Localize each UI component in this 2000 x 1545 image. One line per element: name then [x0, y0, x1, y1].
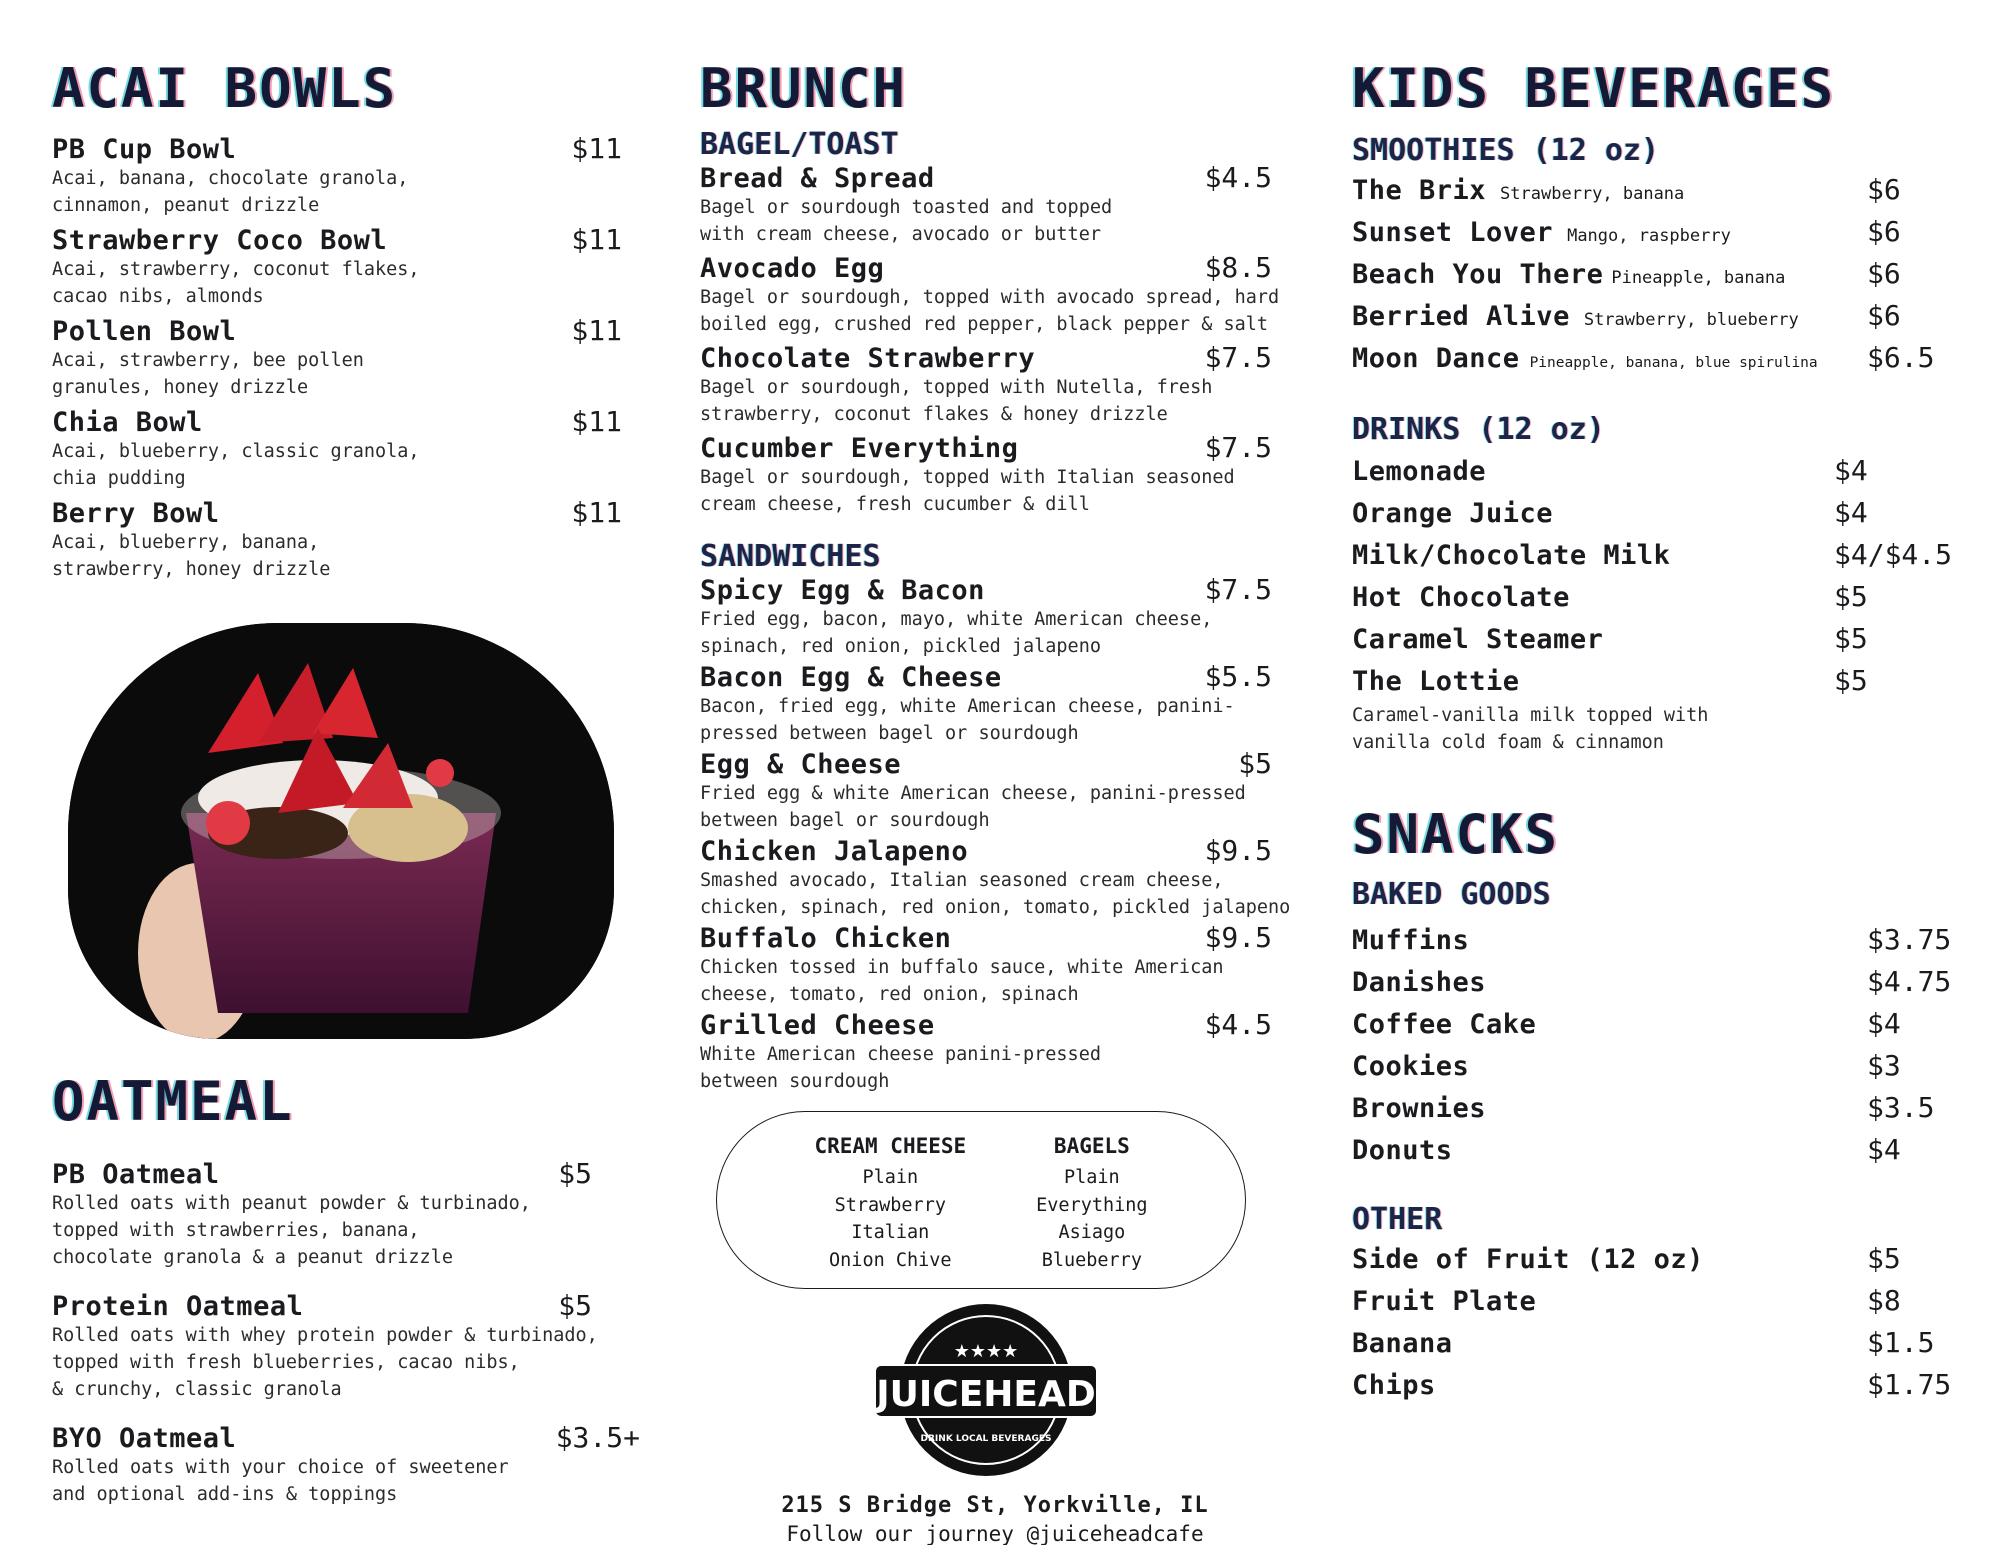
item-price: $4: [1834, 454, 1868, 487]
menu-item: [1352, 299, 1952, 341]
item-price: $3.5+: [555, 1421, 640, 1454]
menu-item: [1352, 580, 1952, 622]
item-name: Muffins: [1352, 925, 1470, 956]
bagel-option: Blueberry: [1041, 1249, 1142, 1271]
menu-item: [52, 1421, 640, 1508]
menu-item: [52, 132, 622, 219]
baked-goods-list: [1352, 923, 1952, 1175]
item-description: cheese, tomato, red onion, spinach: [700, 984, 1079, 1005]
menu-item: [700, 1008, 1292, 1095]
menu-item: [1352, 622, 1952, 664]
item-description: cacao nibs, almonds: [52, 286, 264, 307]
menu-item: [1352, 1133, 1952, 1175]
item-name: Milk/Chocolate Milk: [1352, 540, 1671, 571]
menu-item: [52, 1157, 637, 1271]
item-name: Donuts: [1352, 1135, 1453, 1166]
cream-cheese-option: Strawberry: [834, 1194, 946, 1216]
item-price: $6: [1867, 173, 1901, 206]
bagel-option: Everything: [1036, 1194, 1148, 1216]
menu-item: [1352, 1007, 1952, 1049]
item-price: $5: [1834, 580, 1868, 613]
item-note: Pineapple, banana, blue spirulina: [1529, 355, 1818, 371]
other-snacks-list: [1352, 1242, 1952, 1410]
menu-item: [1352, 1091, 1952, 1133]
item-description: boiled egg, crushed red pepper, black pepper & salt: [700, 314, 1269, 335]
item-description: granules, honey drizzle: [52, 377, 309, 398]
bagels-heading: BAGELS: [1053, 1134, 1130, 1158]
item-description: spinach, red onion, pickled jalapeno: [700, 636, 1101, 657]
item-description: Rolled oats with whey protein powder & turbinado,: [52, 1325, 598, 1346]
item-price: $5: [1834, 664, 1868, 697]
item-name: Berried Alive: [1352, 301, 1570, 332]
bagels-list: [1036, 1134, 1147, 1288]
cream-cheese-option: Onion Chive: [829, 1249, 952, 1271]
item-name: Protein Oatmeal: [52, 1291, 304, 1322]
menu-item: [1352, 496, 1952, 538]
item-name: Bacon Egg & Cheese: [700, 662, 1002, 693]
column-acai-oatmeal: [52, 57, 642, 1526]
item-description: chocolate granola & a peanut drizzle: [52, 1247, 453, 1268]
item-description: cream cheese, fresh cucumber & dill: [700, 494, 1090, 515]
item-name: The Lottie: [1352, 666, 1520, 697]
menu-item: [1352, 257, 1952, 299]
item-description: Acai, strawberry, coconut flakes,: [52, 259, 420, 280]
bagel-toast-list: [700, 161, 1292, 518]
item-price: $9.5: [1204, 921, 1272, 954]
item-description: with cream cheese, avocado or butter: [700, 224, 1101, 245]
item-description: Bacon, fried egg, white American cheese, panini-: [700, 696, 1235, 717]
menu-item: [1352, 923, 1952, 965]
bagel-option: Plain: [1064, 1167, 1120, 1188]
item-name: Beach You There: [1352, 259, 1604, 290]
item-description: White American cheese panini-pressed: [700, 1044, 1101, 1065]
item-description: Bagel or sourdough, topped with Italian seasoned: [700, 467, 1235, 488]
item-description: strawberry, coconut flakes & honey drizzle: [700, 404, 1168, 425]
item-name: Coffee Cake: [1352, 1009, 1537, 1040]
bagel-toast-subtitle: BAGEL/TOAST: [700, 127, 899, 162]
menu-item: [1352, 1368, 1952, 1410]
item-description: Chicken tossed in buffalo sauce, white American: [700, 957, 1224, 978]
cream-cheese-heading: CREAM CHEESE: [814, 1134, 967, 1158]
sandwiches-subtitle: SANDWICHES: [700, 539, 881, 574]
item-description: between bagel or sourdough: [700, 810, 990, 831]
item-description: & crunchy, classic granola: [52, 1379, 342, 1400]
item-price: $4: [1834, 496, 1868, 529]
item-price: $7.5: [1204, 573, 1272, 606]
menu-item: [1352, 1049, 1952, 1091]
item-price: $5.5: [1204, 660, 1272, 693]
item-price: $5: [558, 1289, 592, 1322]
item-name: Orange Juice: [1352, 498, 1554, 529]
item-description: chia pudding: [52, 468, 186, 489]
acai-bowls-title: ACAI BOWLS: [52, 57, 398, 120]
item-name: Banana: [1352, 1328, 1453, 1359]
menu-item: [52, 405, 622, 492]
item-description: Fried egg, bacon, mayo, white American cheese,: [700, 609, 1213, 630]
item-description: Smashed avocado, Italian seasoned cream cheese,: [700, 870, 1224, 891]
item-price: $5: [1834, 622, 1868, 655]
brunch-title: BRUNCH: [700, 57, 908, 120]
kids-beverages-title: KIDS BEVERAGES: [1352, 57, 1836, 120]
item-price: $3.75: [1867, 923, 1952, 956]
item-name: Danishes: [1352, 967, 1487, 998]
menu-item: [700, 573, 1292, 660]
item-description: Caramel-vanilla milk topped with: [1352, 705, 1709, 726]
menu-item: [700, 660, 1292, 747]
item-name: Sunset Lover: [1352, 217, 1554, 248]
column-brunch: [700, 57, 1300, 1545]
item-description: Acai, banana, chocolate granola,: [52, 168, 409, 189]
item-price: $11: [571, 314, 622, 347]
item-name: Cookies: [1352, 1051, 1470, 1082]
item-description: between sourdough: [700, 1071, 890, 1092]
drinks-subtitle: DRINKS (12 oz): [1352, 412, 1605, 447]
menu-item: [1352, 173, 1952, 215]
item-description: pressed between bagel or sourdough: [700, 723, 1079, 744]
item-price: $6: [1867, 215, 1901, 248]
drinks-list: [1352, 454, 1952, 756]
item-name: BYO Oatmeal: [52, 1423, 237, 1454]
juicehead-logo: [873, 1301, 1099, 1479]
item-name: Moon Dance: [1352, 343, 1520, 374]
spreads-bagels-box: [716, 1111, 1246, 1289]
menu-item: [700, 251, 1292, 338]
item-description: Acai, blueberry, classic granola,: [52, 441, 420, 462]
column-kids-snacks: [1352, 57, 1953, 1410]
item-description: topped with fresh blueberries, cacao nibs,: [52, 1352, 520, 1373]
snacks-title: SNACKS: [1352, 803, 1560, 866]
item-price: $3: [1867, 1049, 1901, 1082]
item-price: $4.5: [1204, 1008, 1272, 1041]
item-price: $5: [558, 1157, 592, 1190]
item-price: $4: [1867, 1007, 1901, 1040]
menu-item: [52, 223, 622, 310]
menu-item: [1352, 664, 1952, 700]
item-price: $5: [1867, 1242, 1901, 1275]
acai-bowl-photo: [68, 623, 614, 1039]
menu-item: [52, 314, 622, 401]
acai-bowl-illustration: [68, 623, 614, 1039]
item-name: Chia Bowl: [52, 407, 203, 438]
menu-item: [700, 921, 1292, 1008]
item-name: Brownies: [1352, 1093, 1487, 1124]
item-name: PB Oatmeal: [52, 1159, 220, 1190]
item-name: Egg & Cheese: [700, 749, 902, 780]
sandwiches-list: [700, 573, 1292, 1095]
menu-item: [1352, 341, 1952, 383]
menu-item: [1352, 1326, 1952, 1368]
item-price: $11: [571, 496, 622, 529]
cream-cheese-option: Plain: [862, 1167, 919, 1188]
item-price: $11: [571, 132, 622, 165]
item-name: Bread & Spread: [700, 163, 935, 194]
menu-item: [52, 496, 622, 583]
cafe-address: 215 S Bridge St, Yorkville, IL: [781, 1493, 1209, 1518]
item-description: Bagel or sourdough, topped with Nutella, fresh: [700, 377, 1213, 398]
item-price: $4.75: [1867, 965, 1952, 998]
menu-item: [700, 341, 1292, 428]
item-name: Chicken Jalapeno: [700, 836, 969, 867]
item-description: vanilla cold foam & cinnamon: [1352, 732, 1664, 753]
item-description: Acai, strawberry, bee pollen: [52, 350, 364, 371]
smoothies-subtitle: SMOOTHIES (12 oz): [1352, 133, 1660, 168]
logo-stars: ★★★★: [953, 1341, 1019, 1362]
menu-item: [1352, 538, 1952, 580]
menu-item: [52, 1289, 637, 1403]
item-name: Grilled Cheese: [700, 1010, 935, 1041]
item-name: Lemonade: [1352, 456, 1487, 487]
item-name: Chocolate Strawberry: [700, 343, 1036, 374]
social-handle: Follow our journey @juiceheadcafe: [786, 1522, 1204, 1545]
item-price: $5: [1238, 747, 1272, 780]
menu-item: [700, 431, 1292, 518]
item-price: $4/$4.5: [1834, 538, 1953, 571]
item-name: PB Cup Bowl: [52, 134, 237, 165]
smoothies-list: [1352, 173, 1952, 383]
item-size: (12 oz): [1569, 1244, 1704, 1275]
item-description: topped with strawberries, banana,: [52, 1220, 420, 1241]
item-name: Caramel Steamer: [1352, 624, 1604, 655]
item-name: Spicy Egg & Bacon: [700, 575, 985, 606]
item-name: Hot Chocolate: [1352, 582, 1570, 613]
item-price: $11: [571, 405, 622, 438]
acai-bowls-list: [52, 132, 622, 583]
menu-item: [1352, 1284, 1952, 1326]
baked-goods-subtitle: BAKED GOODS: [1352, 877, 1551, 912]
item-description: Rolled oats with peanut powder & turbinado,: [52, 1193, 531, 1214]
item-description: Fried egg & white American cheese, panini-pressed: [700, 783, 1246, 804]
item-price: $4: [1867, 1133, 1901, 1166]
item-name: Pollen Bowl: [52, 316, 237, 347]
item-price: $11: [571, 223, 622, 256]
item-price: $6.5: [1867, 341, 1935, 374]
item-price: $6: [1867, 257, 1901, 290]
item-price: $1.5: [1867, 1326, 1935, 1359]
item-name: Buffalo Chicken: [700, 923, 952, 954]
cream-cheese-option: Italian: [851, 1222, 930, 1243]
item-name: Avocado Egg: [700, 253, 885, 284]
menu-item: [700, 834, 1292, 921]
logo-tagline: DRINK LOCAL BEVERAGES: [920, 1434, 1052, 1444]
menu-item: [1352, 215, 1952, 257]
menu-item: [1352, 965, 1952, 1007]
item-name: Side of Fruit: [1352, 1244, 1570, 1275]
item-description: cinnamon, peanut drizzle: [52, 195, 320, 216]
item-description: Rolled oats with your choice of sweetener: [52, 1457, 509, 1478]
item-price: $7.5: [1204, 431, 1272, 464]
item-name: Chips: [1352, 1370, 1436, 1401]
item-note: Strawberry, blueberry: [1583, 310, 1799, 330]
item-price: $9.5: [1204, 834, 1272, 867]
item-price: $4.5: [1204, 161, 1272, 194]
item-description: strawberry, honey drizzle: [52, 559, 331, 580]
item-note: Pineapple, banana: [1611, 268, 1786, 288]
cream-cheese-list: [814, 1134, 966, 1288]
item-price: $6: [1867, 299, 1901, 332]
item-name: Berry Bowl: [52, 498, 220, 529]
oatmeal-title: OATMEAL: [52, 1070, 294, 1133]
item-name: Strawberry Coco Bowl: [52, 225, 388, 256]
item-price: $7.5: [1204, 341, 1272, 374]
item-note: Strawberry, banana: [1500, 184, 1685, 204]
other-subtitle: OTHER: [1352, 1202, 1443, 1237]
item-note: Mango, raspberry: [1567, 226, 1731, 246]
item-name: Fruit Plate: [1352, 1286, 1537, 1317]
menu-item: [1352, 1242, 1952, 1284]
item-price: $1.75: [1867, 1368, 1952, 1401]
menu-item: [700, 747, 1292, 834]
menu-item: [1352, 454, 1952, 496]
item-description: Acai, blueberry, banana,: [52, 532, 320, 553]
item-price: $8: [1867, 1284, 1901, 1317]
item-description: Bagel or sourdough, topped with avocado spread, hard: [700, 287, 1280, 308]
bagel-option: Asiago: [1058, 1222, 1126, 1243]
oatmeal-list: [52, 1157, 640, 1508]
menu-item: [700, 161, 1292, 248]
logo-brand: JUICEHEAD: [876, 1374, 1096, 1415]
item-description: chicken, spinach, red onion, tomato, pickled jalapeno: [700, 897, 1291, 918]
item-description: and optional add-ins & toppings: [52, 1484, 398, 1505]
item-name: The Brix: [1352, 175, 1487, 206]
item-price: $8.5: [1204, 251, 1272, 284]
item-description: Bagel or sourdough toasted and topped: [700, 197, 1113, 218]
item-price: $3.5: [1867, 1091, 1935, 1124]
item-name: Cucumber Everything: [700, 433, 1019, 464]
